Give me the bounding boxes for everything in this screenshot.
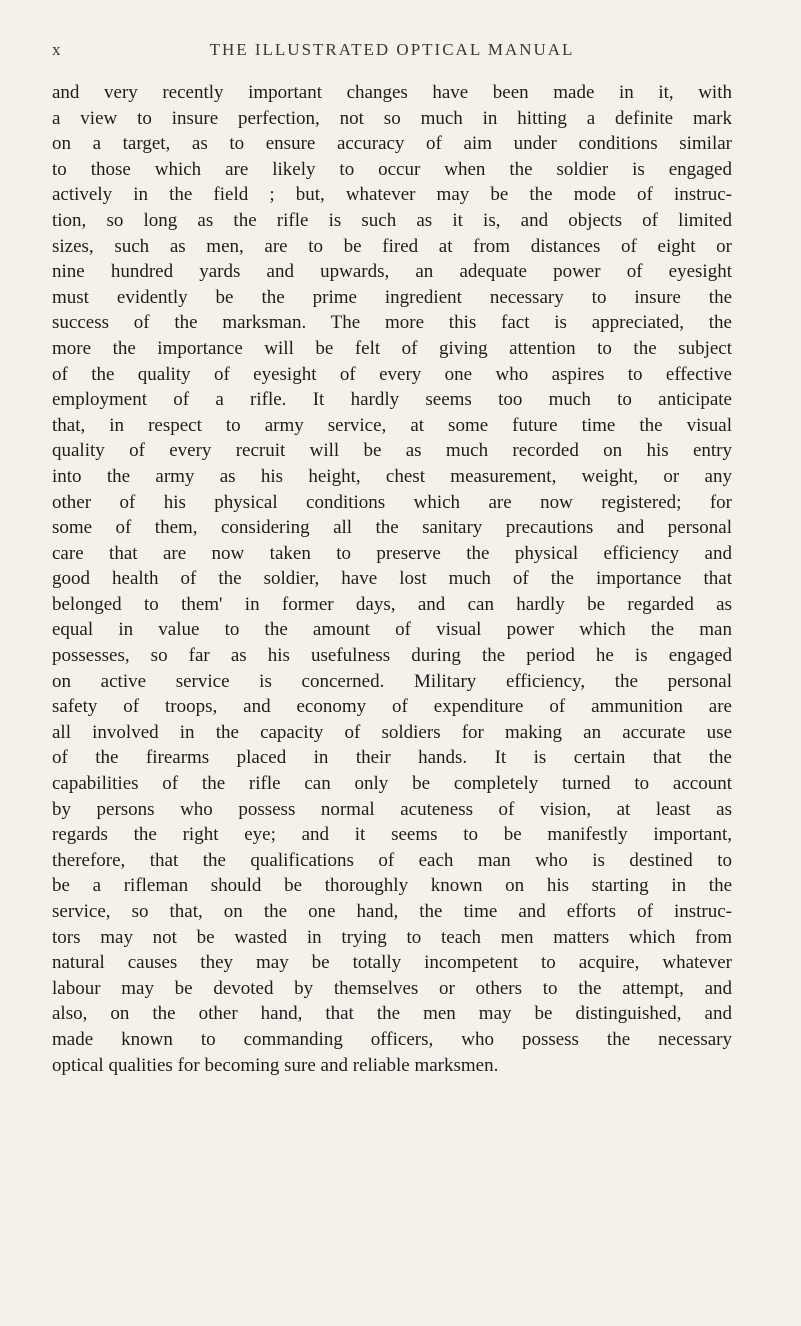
text-line: good health of the soldier, have lost much of the importance that (52, 568, 732, 590)
page-header (52, 40, 732, 68)
text-line: be a rifleman should be thoroughly known on his starting in the (52, 875, 732, 897)
text-line: employment of a rifle. It hardly seems too much to anticipate (52, 389, 732, 411)
running-title: THE ILLUSTRATED OPTICAL MANUAL (209, 40, 575, 59)
text-line: capabilities of the rifle can only be completely turned to account (52, 773, 732, 795)
text-line: a view to insure perfection, not so much in hitting a definite mark (52, 107, 732, 129)
text-line: optical qualities for becoming sure and reliable marksmen. (52, 1054, 499, 1076)
text-line: success of the marksman. The more this fact is appreciated, the (52, 312, 732, 334)
page-number: x (52, 40, 61, 59)
text-line: more the importance will be felt of giving attention to the subject (52, 337, 732, 359)
text-line: labour may be devoted by themselves or others to the attempt, and (52, 977, 732, 999)
text-line: regards the right eye; and it seems to be manifestly important, (52, 824, 732, 846)
text-line: belonged to them' in former days, and can hardly be regarded as (52, 593, 732, 615)
text-line: all involved in the capacity of soldiers for making an accurate use (52, 721, 732, 743)
text-line: also, on the other hand, that the men may be distinguished, and (52, 1003, 732, 1025)
text-line: must evidently be the prime ingredient necessary to insure the (52, 286, 732, 308)
text-line: nine hundred yards and upwards, an adequate power of eyesight (52, 261, 732, 283)
text-line: by persons who possess normal acuteness of vision, at least as (52, 798, 732, 820)
text-line: on active service is concerned. Military efficiency, the personal (52, 670, 732, 692)
text-line: actively in the field ; but, whatever may be the mode of instruc- (52, 184, 732, 206)
text-line: tion, so long as the rifle is such as it is, and objects of limited (52, 209, 732, 231)
text-line: of the firearms placed in their hands. It is certain that the (52, 747, 732, 769)
text-line: natural causes they may be totally incompetent to acquire, whatever (52, 952, 732, 974)
text-line: to those which are likely to occur when the soldier is engaged (52, 158, 732, 180)
text-line: therefore, that the qualifications of each man who is destined to (52, 849, 732, 871)
text-line: of the quality of eyesight of every one who aspires to effective (52, 363, 732, 385)
text-line: care that are now taken to preserve the physical efficiency and (52, 542, 732, 564)
text-line: into the army as his height, chest measurement, weight, or any (52, 465, 732, 487)
text-line: tors may not be wasted in trying to teach men matters which from (52, 926, 732, 948)
text-line: quality of every recruit will be as much recorded on his entry (52, 440, 732, 462)
text-line: safety of troops, and economy of expenditure of ammunition are (52, 696, 732, 718)
body-paragraph (52, 80, 732, 1078)
text-line: service, so that, on the one hand, the time and efforts of instruc- (52, 901, 732, 922)
text-line: other of his physical conditions which are now registered; for (52, 491, 732, 513)
text-line: possesses, so far as his usefulness during the period he is engaged (52, 645, 732, 667)
text-line: and very recently important changes have been made in it, with (52, 82, 732, 103)
text-line: equal in value to the amount of visual power which the man (52, 619, 732, 641)
text-line: sizes, such as men, are to be fired at from distances of eight or (52, 235, 732, 257)
text-line: some of them, considering all the sanitary precautions and personal (52, 517, 732, 539)
text-line: on a target, as to ensure accuracy of aim under conditions similar (52, 133, 732, 155)
text-line: that, in respect to army service, at some future time the visual (52, 414, 732, 436)
text-line: made known to commanding officers, who possess the necessary (52, 1028, 732, 1050)
